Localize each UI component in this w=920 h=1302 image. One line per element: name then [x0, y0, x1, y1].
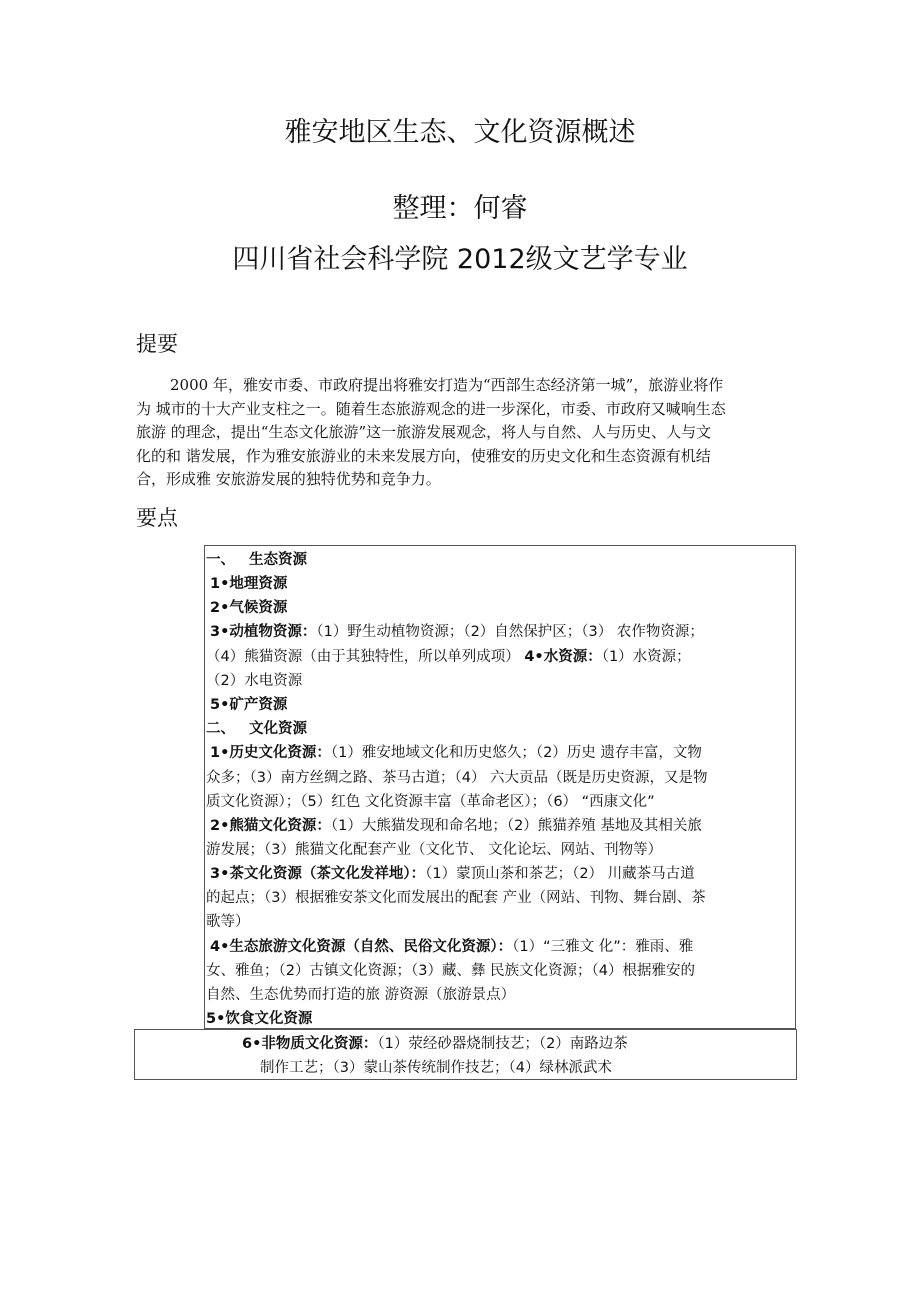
- item-geography: [210, 572, 287, 596]
- summary-line: 合，形成雅 安旅游发展的独特优势和竞争力。: [136, 470, 441, 488]
- item-text: 游发展；（3）熊猫文化配套产业（文化节、 文化论坛、网站、刊物等）: [206, 842, 663, 858]
- item-history: [210, 741, 702, 765]
- section-number: 一、: [206, 552, 235, 568]
- item-label: 3•茶文化资源（茶文化发祥地）：: [210, 866, 426, 882]
- item-food: [206, 1007, 312, 1031]
- item-text: 的起点；（3）根据雅安茶文化而发展出的配套 产业（网站、刊物、舞台剧、茶: [206, 890, 706, 906]
- item-text: （1）大熊猫发现和命名地；（2）熊猫养殖 基地及其相关旅: [330, 818, 702, 834]
- points-heading: 要点: [136, 506, 178, 530]
- item-text: 众多；（3）南方丝绸之路、茶马古道；（4） 六大贡品（既是历史资源，又是物: [206, 770, 708, 786]
- item-label: 4•生态旅游文化资源（自然、民俗文化资源）：: [210, 939, 513, 955]
- item-intangible: [242, 1032, 628, 1056]
- section-label: 文化资源: [249, 721, 307, 737]
- author-line: 整理：何睿: [392, 193, 528, 224]
- item-text: （4）熊猫资源（由于其独特性，所以单列成项）: [206, 649, 520, 665]
- item-label: 3•动植物资源：: [210, 624, 317, 640]
- item-text: （2）水电资源: [206, 673, 303, 689]
- item-climate: [210, 596, 287, 620]
- item-text: 歌等）: [206, 914, 250, 930]
- item-minerals: [210, 693, 287, 717]
- item-label: 1•历史文化资源：: [210, 745, 331, 761]
- item-panda: [210, 814, 702, 838]
- item-tea-cont: [206, 886, 706, 910]
- item-text: 制作工艺；（3）蒙山茶传统制作技艺；（4）绿林派武术: [260, 1060, 612, 1076]
- section-ecology-heading: [206, 548, 307, 572]
- item-text: （1）蒙顶山茶和茶艺；（2） 川藏茶马古道: [425, 866, 695, 882]
- item-label: 1•地理资源: [210, 576, 288, 592]
- item-wildlife-cont: [206, 645, 691, 669]
- item-panda-cont: [206, 838, 662, 862]
- item-history-cont: [206, 766, 708, 790]
- item-wildlife: [210, 620, 704, 644]
- summary-paragraph: [136, 374, 796, 492]
- summary-line: 化的和 谐发展，作为雅安旅游业的未来发展方向，使雅安的历史文化和生态资源有机结: [136, 446, 711, 465]
- item-history-cont: [206, 790, 655, 814]
- item-label: 2•熊猫文化资源：: [210, 818, 331, 834]
- item-text: （1）野生动植物资源；（2）自然保护区；（3） 农作物资源；: [316, 624, 704, 640]
- item-tea: [210, 862, 695, 886]
- item-eco-tourism-cont: [206, 983, 515, 1007]
- item-text: （1）荥经砂器烧制技艺；（2）南路边茶: [377, 1036, 628, 1052]
- item-tea-cont: [206, 910, 250, 934]
- item-label: 5•矿产资源: [210, 697, 288, 713]
- section-culture-heading: [206, 717, 307, 741]
- item-eco-tourism-cont: [206, 959, 695, 983]
- item-water-cont: [206, 669, 302, 693]
- item-text: 女、雅鱼；（2）古镇文化资源；（3）藏、彝 民族文化资源；（4）根据雅安的: [206, 963, 696, 979]
- item-text: （1）雅安地域文化和历史悠久；（2）历史 遗存丰富，文物: [330, 745, 702, 761]
- item-label: 4•水资源：: [524, 649, 602, 665]
- item-eco-tourism: [210, 935, 693, 959]
- item-text: （1）“三雅文 化”：雅雨、雅: [512, 939, 694, 955]
- summary-line: 旅游 的理念，提出“生态文化旅游”这一旅游发展观念，将人与自然、人与历史、人与文: [136, 423, 712, 441]
- summary-line: 2000 年，雅安市委、市政府提出将雅安打造为“西部生态经济第一城”，旅游业将作: [170, 376, 724, 394]
- summary-heading: 提要: [136, 332, 178, 356]
- section-number: 二、: [206, 721, 235, 737]
- item-label: 5•饮食文化资源: [206, 1011, 313, 1027]
- item-text: （1）水资源；: [601, 649, 691, 665]
- document-title: 雅安地区生态、文化资源概述: [284, 117, 636, 148]
- item-label: 2•气候资源: [210, 600, 288, 616]
- section-label: 生态资源: [249, 552, 307, 568]
- summary-line: 为 城市的十大产业支柱之一。随着生态旅游观念的进一步深化，市委、市政府又喊响生态: [136, 399, 726, 418]
- affiliation-line: 四川省社会科学院 2012级文艺学专业: [232, 244, 688, 275]
- item-text: 自然、生态优势而打造的旅 游资源（旅游景点）: [206, 987, 516, 1003]
- item-label: 6•非物质文化资源：: [242, 1036, 378, 1052]
- item-intangible-cont: [260, 1056, 612, 1080]
- item-text: 质文化资源）；（5）红色 文化资源丰富（革命老区）；（6） “西康文化”: [206, 794, 655, 810]
